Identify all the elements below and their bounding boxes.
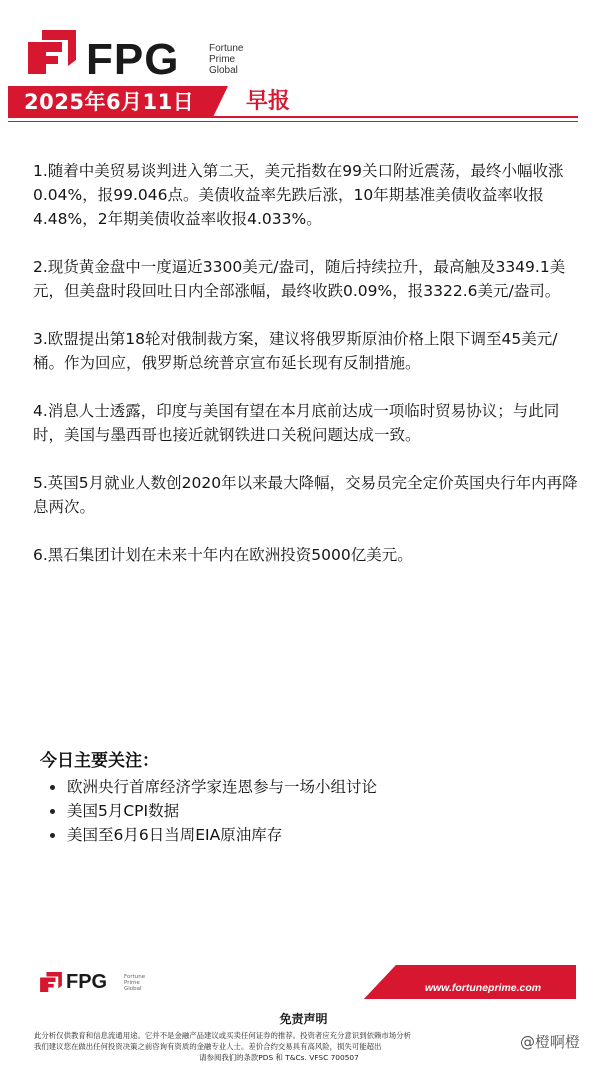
bullet-icon <box>50 785 55 790</box>
brand-subtitle: Fortune Prime Global <box>209 43 244 76</box>
news-item: 6.黑石集团计划在未来十年内在欧洲投资5000亿美元。 <box>33 546 413 564</box>
brand-name: FPG <box>86 35 180 84</box>
header-divider-thin <box>8 121 578 122</box>
fpg-footer-logo-icon <box>40 972 62 992</box>
disclaimer-title: 免责声明 <box>279 1012 328 1026</box>
bullet-icon <box>50 809 55 814</box>
news-item: 2.现货黄金盘中一度逼近3300美元/盎司，随后持续拉升，最高触及3349.1美元，但美盘时段回吐日内全部涨幅，最终收跌0.09%，报3322.6美元/盎司。 <box>33 258 566 300</box>
focus-item: 美国至6月6日当周EIA原油库存 <box>50 823 377 847</box>
report-title: 早报 <box>246 89 291 114</box>
focus-title: 今日主要关注： <box>40 751 159 771</box>
fpg-logo-icon <box>28 30 76 74</box>
report-date: 2025年6月11日 <box>24 90 195 114</box>
website-link[interactable]: www.fortuneprime.com <box>424 982 542 994</box>
bullet-icon <box>50 833 55 838</box>
footer-brand-subtitle: Fortune Prime Global <box>124 974 146 992</box>
focus-list <box>50 775 377 847</box>
watermark: @橙啊橙 <box>520 1033 581 1051</box>
focus-item: 美国5月CPI数据 <box>50 799 377 823</box>
news-item: 3.欧盟提出第18轮对俄制裁方案，建议将俄罗斯原油价格上限下调至45美元/桶。作为回应，俄罗斯总统普京宣布延长现有反制措施。 <box>33 330 558 372</box>
news-item: 1.随着中美贸易谈判进入第二天，美元指数在99关口附近震荡，最终小幅收涨0.04%，报99.046点。美债收益率先跌后涨，10年期基准美债收益率收报4.48%，2年期美债收益率收报4.033%。 <box>33 162 564 228</box>
news-list <box>33 159 578 591</box>
focus-item: 欧洲央行首席经济学家连恩参与一场小组讨论 <box>50 775 377 799</box>
news-item: 5.英国5月就业人数创2020年以来最大降幅，交易员完全定价英国央行年内再降息两次。 <box>33 474 578 516</box>
disclaimer-text: 此分析仅供教育和信息流通用途。它并不是金融产品建议或买卖任何证券的推荐。投资者应充分意识到依赖市场分析 我们建议您在做出任何投资决策之前咨询有资质的金融专业人士。差价合约交易具有高风险，损失可能超出 请参阅我们的条款PDS 和 T&Cs. VFSC 700507 <box>34 1031 411 1062</box>
header-divider <box>8 116 578 118</box>
news-item: 4.消息人士透露，印度与美国有望在本月底前达成一项临时贸易协议；与此同时，美国与墨西哥也接近就钢铁进口关税问题达成一致。 <box>33 402 560 444</box>
footer-brand-name: FPG <box>66 971 108 993</box>
